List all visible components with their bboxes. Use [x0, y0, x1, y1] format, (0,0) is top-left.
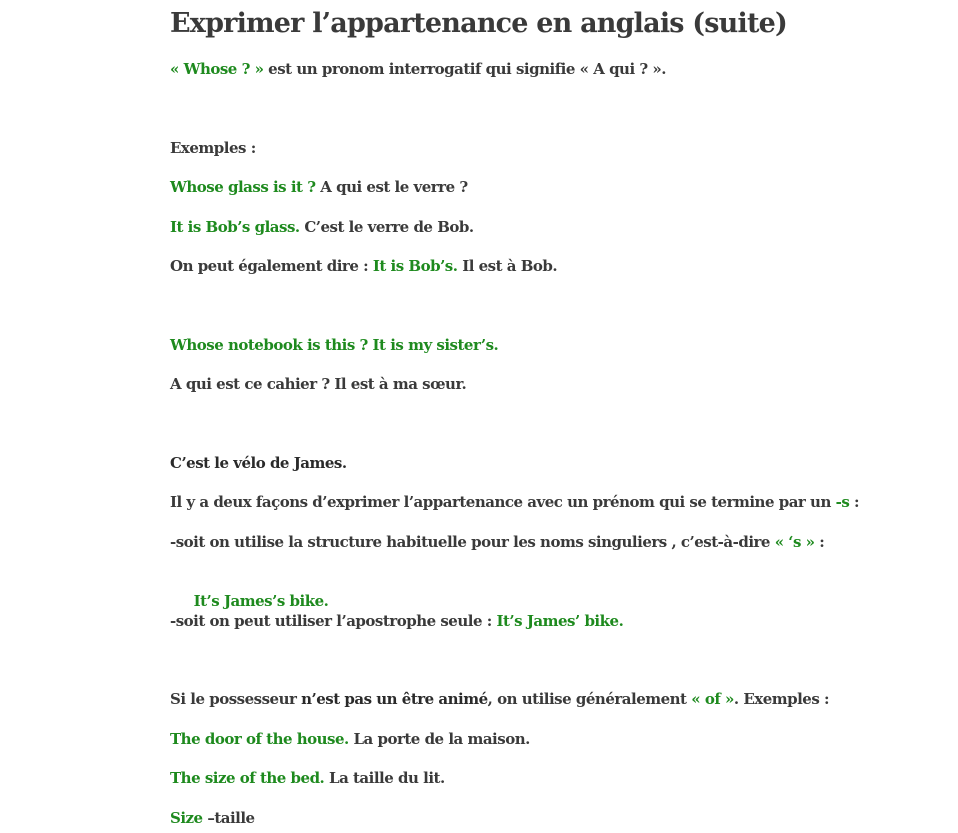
- example-2-french: C’est le verre de Bob.: [299, 218, 474, 236]
- example-line-4: [170, 335, 498, 355]
- vocab-size-french: –taille: [202, 809, 255, 827]
- james-rule-text: Il y a deux façons d’exprimer l’appartenance avec un prénom qui se termine par un: [170, 493, 836, 511]
- examples-label: Exemples :: [170, 139, 256, 157]
- example-line-2: [170, 217, 474, 237]
- james-rule-colon: :: [849, 493, 860, 511]
- option-2-line: [170, 611, 623, 631]
- intro-text: est un pronom interrogatif qui signifie « A qui ? ».: [263, 60, 666, 78]
- section-heading-james: C’est le vélo de James.: [170, 454, 347, 472]
- of-term: « of »: [691, 690, 734, 708]
- of-example-1-french: La porte de la maison.: [348, 730, 530, 748]
- vocab-size-english: Size: [170, 809, 203, 827]
- apostrophe-s-term: « ‘s »: [774, 533, 815, 551]
- example-line-1: [170, 177, 468, 197]
- option-1-line: [170, 532, 824, 552]
- example-3-english: It is Bob’s.: [372, 257, 458, 275]
- of-example-2-french: La taille du lit.: [324, 769, 445, 787]
- example-1-french: A qui est le verre ?: [315, 178, 468, 196]
- example-3-intro: On peut également dire :: [170, 257, 373, 275]
- example-3-french: Il est à Bob.: [457, 257, 558, 275]
- of-example-2-english: The size of the bed.: [170, 769, 325, 787]
- of-rule-post: . Exemples :: [733, 690, 830, 708]
- of-example-1: [170, 729, 530, 749]
- page-title: Exprimer l’appartenance en anglais (suite): [170, 8, 787, 39]
- james-rule-line: [170, 492, 859, 512]
- of-rule-mid: , on utilise généralement: [487, 690, 692, 708]
- james-apostrophe-bike: It’s James’ bike.: [496, 612, 624, 630]
- example-2-english: It is Bob’s glass.: [170, 218, 300, 236]
- example-4-english: Whose notebook is this ? It is my sister’s.: [170, 336, 499, 354]
- example-4-translation: A qui est ce cahier ? Il est à ma sœur.: [170, 375, 467, 393]
- whose-term: « Whose ? »: [170, 60, 264, 78]
- example-line-3: [170, 256, 557, 276]
- example-1-english: Whose glass is it ?: [170, 178, 316, 196]
- option-2-text: -soit on peut utiliser l’apostrophe seule :: [170, 612, 497, 630]
- of-rule-intro: Si le possesseur: [170, 690, 302, 708]
- inanimate-emphasis: n’est pas un être animé: [301, 690, 488, 708]
- vocab-size: [170, 808, 255, 828]
- of-rule-line: [170, 689, 829, 709]
- james-s-bike: It’s James’s bike.: [188, 592, 329, 610]
- intro-paragraph: [170, 59, 666, 79]
- of-example-2: [170, 768, 445, 788]
- option-1-colon: :: [814, 533, 825, 551]
- of-example-1-english: The door of the house.: [170, 730, 349, 748]
- option-1-text: -soit on utilise la structure habituelle pour les noms singuliers , c’est-à-dire: [170, 533, 775, 551]
- suffix-s: -s: [835, 493, 850, 511]
